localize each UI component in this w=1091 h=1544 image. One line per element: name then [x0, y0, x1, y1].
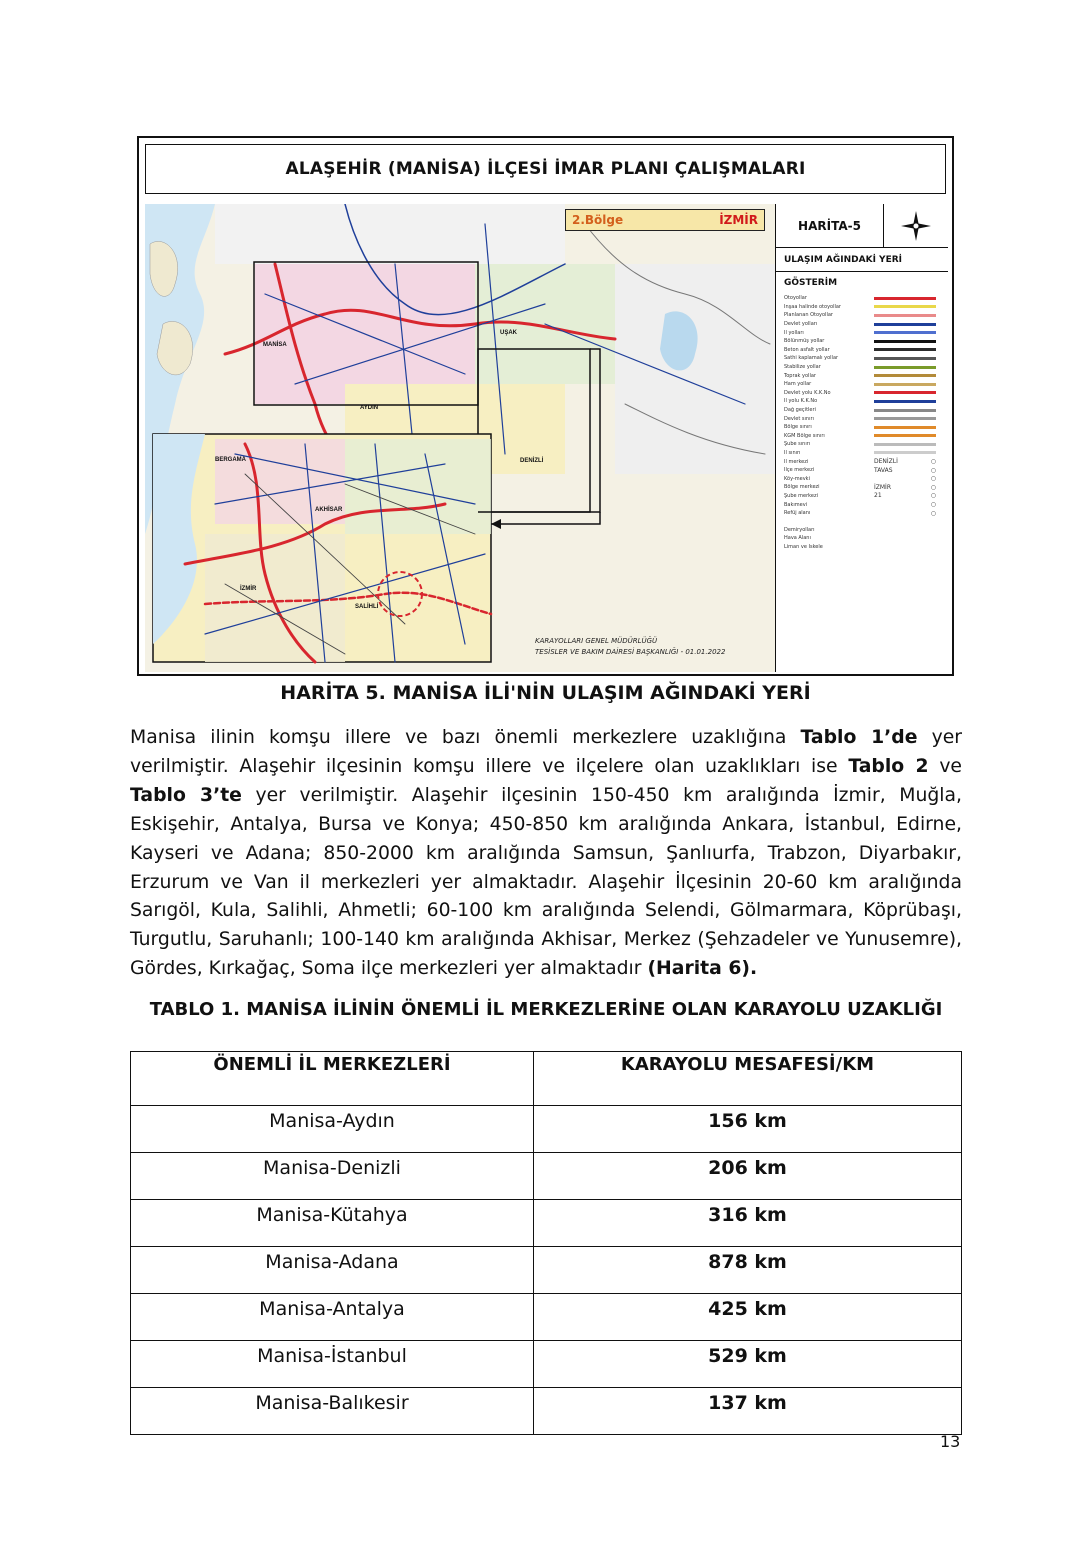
legend-row	[784, 320, 944, 329]
legend-label: Hava Alanı	[784, 535, 811, 542]
table-row	[131, 1341, 962, 1388]
inset-connector	[491, 512, 600, 524]
place-dot-icon: ○	[930, 466, 936, 474]
distance-cell: 206 km	[534, 1153, 962, 1200]
place-dot-icon: ○	[930, 492, 936, 500]
legend-label: İl yolları	[784, 329, 804, 336]
legend-label: Dağ geçitleri	[784, 407, 816, 414]
legend-place-symbol	[874, 510, 936, 517]
lake	[660, 311, 698, 370]
column-header: ÖNEMLİ İL MERKEZLERİ	[131, 1052, 534, 1106]
legend-label: Şube sınırı	[784, 441, 811, 448]
distance-cell: 425 km	[534, 1294, 962, 1341]
map-graphic	[145, 204, 775, 672]
text-run: yer verilmiştir. Alaşehir ilçesinin 150-450 km aralığında İzmir, Muğla, Eskişehir, Antalya, Bursa ve Konya; 450-850 km aralığında Ankara, İstanbul, Edirne, Kayseri ve Adana; 850-2000 km aralığında Samsun, Şanlıurfa, Trabzon, Diyarbakır, Erzurum ve Van il merkezleri yer almaktadır. Alaşehir İlçesinin 20-60 km aralığında Sarıgöl, Kula, Salihli, Ahmetli; 60-100 km aralığında Selendi, Gölmarmara, Köprübaşı, Turgutlu, Saruhanlı; 100-140 km aralığında Akhisar, Merkez (Şehzadeler ve Yunusemre), Gördes, Kırkağaç, Soma ilçe merkezleri yer almaktadır	[130, 784, 962, 980]
bold-reference: Tablo 2	[848, 755, 929, 777]
legend-row	[784, 457, 944, 466]
legend-place-symbol	[874, 458, 936, 465]
road-network-map	[145, 204, 776, 672]
legend-label: Planlanan Otoyollar	[784, 312, 833, 319]
map-figure	[137, 136, 954, 676]
table-row	[131, 1153, 962, 1200]
legend-row	[784, 543, 944, 552]
legend-label: Otoyollar	[784, 295, 807, 302]
legend-row	[784, 294, 944, 303]
legend-row	[784, 311, 944, 320]
legend-line-symbol	[874, 297, 936, 300]
region-city: İZMİR	[719, 213, 758, 227]
distance-table	[130, 1051, 962, 1435]
route-cell: Manisa-Kütahya	[131, 1200, 534, 1247]
table-title: TABLO 1. MANİSA İLİNİN ÖNEMLİ İL MERKEZLERİNE OLAN KARAYOLU UZAKLIĞI	[149, 999, 943, 1020]
place-label: MANİSA	[263, 342, 287, 348]
place-label: SALİHLİ	[355, 604, 379, 610]
table-row	[131, 1388, 962, 1435]
arrow-head-icon	[491, 519, 501, 529]
legend-line-symbol	[874, 374, 936, 377]
distance-cell: 137 km	[534, 1388, 962, 1435]
route-cell: Manisa-Denizli	[131, 1153, 534, 1200]
legend-place-mark: 21	[874, 492, 882, 500]
place-dot-icon: ○	[930, 475, 936, 483]
legend-label: Devlet sınırı	[784, 415, 814, 422]
place-dot-icon: ○	[930, 458, 936, 466]
place-label: DENİZLİ	[520, 458, 544, 464]
legend-title: GÖSTERİM	[784, 278, 838, 288]
text-run: Manisa ilinin komşu illere ve bazı önemli merkezlere uzaklığına	[130, 727, 801, 748]
legend-row	[784, 363, 944, 372]
route-cell: Manisa-Aydın	[131, 1106, 534, 1153]
legend-row	[784, 483, 944, 492]
province-area	[615, 264, 775, 474]
place-dot-icon: ○	[930, 509, 936, 517]
table-row	[131, 1294, 962, 1341]
legend-label: İnşaa halinde otoyollar	[784, 303, 841, 310]
legend-row	[784, 474, 944, 483]
legend-row	[784, 466, 944, 475]
place-label: AKHİSAR	[315, 507, 343, 513]
distance-cell: 529 km	[534, 1341, 962, 1388]
legend-line-symbol	[874, 417, 936, 420]
place-dot-icon: ○	[930, 501, 936, 509]
legend-row	[784, 389, 944, 398]
legend-label: Bölge merkezi	[784, 484, 820, 491]
legend-label: Şube merkezi	[784, 492, 818, 499]
legend-place-symbol	[874, 475, 936, 482]
region-number: 2.Bölge	[572, 213, 624, 227]
map-subtitle: ULAŞIM AĞINDAKİ YERİ	[776, 248, 948, 272]
body-paragraph	[130, 724, 962, 984]
legend-label: Devlet yolu K.K.No	[784, 389, 831, 396]
legend-panel	[775, 204, 947, 672]
legend-place-symbol	[874, 484, 936, 491]
legend-line-symbol	[874, 314, 936, 317]
legend-label: Devlet yolları	[784, 321, 818, 328]
figure-caption: HARİTA 5. MANİSA İLİ'NİN ULAŞIM AĞINDAKİ YERİ	[280, 682, 811, 704]
legend-label: Bölünmüş yollar	[784, 338, 825, 345]
legend-row	[784, 303, 944, 312]
legend-line-symbol	[874, 305, 936, 308]
legend-row	[784, 449, 944, 458]
legend-row	[784, 397, 944, 406]
distance-cell: 316 km	[534, 1200, 962, 1247]
route-cell: Manisa-İstanbul	[131, 1341, 534, 1388]
legend-label: Demiryolları	[784, 526, 815, 533]
legend-place-mark: DENİZLİ	[874, 458, 898, 466]
legend-label: İl yolu K.K.No	[784, 398, 818, 405]
credit-line: TESİSLER VE BAKIM DAİRESİ BAŞKANLIĞI - 01.01.2022	[535, 648, 726, 656]
legend-line-symbol	[874, 409, 936, 412]
table-header-row	[131, 1052, 962, 1106]
legend-line-symbol	[874, 434, 936, 437]
place-label: AYDIN	[360, 405, 379, 411]
legend-row	[784, 371, 944, 380]
credit-line: KARAYOLLARI GENEL MÜDÜRLÜĞÜ	[535, 637, 658, 645]
map-number: HARİTA-5	[776, 204, 884, 248]
text-run: yer verilmiştir. Alaşehir ilçesinin komşu illere ve ilçelere olan uzaklıkları ise	[130, 727, 962, 777]
bold-reference: Tablo 1’de	[800, 727, 918, 748]
legend-row	[784, 423, 944, 432]
inset-map	[153, 434, 491, 662]
region-label	[565, 209, 765, 231]
legend-row	[784, 406, 944, 415]
legend-row	[784, 380, 944, 389]
legend-label: Bölge sınırı	[784, 424, 812, 431]
legend-line-symbol	[874, 443, 936, 446]
legend-spacer	[784, 517, 944, 525]
legend-row	[784, 534, 944, 543]
legend-row	[784, 432, 944, 441]
legend-row	[784, 500, 944, 509]
legend-line-symbol	[874, 383, 936, 386]
legend-line-symbol	[874, 366, 936, 369]
legend-line-symbol	[874, 391, 936, 394]
legend-place-mark: İZMİR	[874, 483, 891, 491]
legend-label: Stabilize yollar	[784, 364, 821, 371]
legend-label: Toprak yollar	[784, 372, 816, 379]
compass-icon	[884, 204, 948, 248]
legend-label: İlçe merkezi	[784, 467, 815, 474]
legend-label: Beton asfalt yollar	[784, 346, 830, 353]
province-area	[215, 204, 565, 264]
table-row	[131, 1247, 962, 1294]
legend-label: Liman ve İskele	[784, 543, 823, 550]
route-cell: Manisa-Adana	[131, 1247, 534, 1294]
distance-cell: 878 km	[534, 1247, 962, 1294]
place-dot-icon: ○	[930, 483, 936, 491]
legend-row	[784, 525, 944, 534]
table-row	[131, 1200, 962, 1247]
distance-cell: 156 km	[534, 1106, 962, 1153]
bold-reference: Tablo 3’te	[130, 784, 242, 806]
legend-label: Refüj alanı	[784, 510, 811, 517]
legend-place-symbol	[874, 501, 936, 508]
legend-line-symbol	[874, 340, 936, 343]
text-run: ve	[928, 755, 962, 777]
legend-row	[784, 509, 944, 518]
legend-label: İl merkezi	[784, 458, 809, 465]
legend-line-symbol	[874, 331, 936, 334]
legend-row	[784, 328, 944, 337]
legend-line-symbol	[874, 400, 936, 403]
legend-line-symbol	[874, 323, 936, 326]
legend-label: Bakımevi	[784, 501, 808, 508]
legend-label: İl sınırı	[784, 449, 801, 456]
legend-row	[784, 492, 944, 501]
place-label: BERGAMA	[215, 457, 246, 463]
legend-list	[784, 294, 944, 551]
legend-line-symbol	[874, 348, 936, 351]
place-label: UŞAK	[500, 330, 518, 336]
legend-place-mark: TAVAS	[874, 466, 893, 474]
legend-place-symbol	[874, 492, 936, 499]
map-title: ALAŞEHİR (MANİSA) İLÇESİ İMAR PLANI ÇALIŞMALARI	[145, 144, 946, 194]
legend-row	[784, 440, 944, 449]
legend-line-symbol	[874, 426, 936, 429]
legend-line-symbol	[874, 451, 936, 454]
table-row	[131, 1106, 962, 1153]
legend-row	[784, 354, 944, 363]
legend-label: KGM Bölge sınırı	[784, 432, 825, 439]
legend-row	[784, 414, 944, 423]
legend-line-symbol	[874, 357, 936, 360]
column-header: KARAYOLU MESAFESİ/KM	[534, 1052, 962, 1106]
legend-label: Ham yollar	[784, 381, 812, 388]
legend-place-symbol	[874, 467, 936, 474]
place-label: İZMİR	[240, 586, 257, 592]
route-cell: Manisa-Antalya	[131, 1294, 534, 1341]
legend-label: Sathi kaplamalı yollar	[784, 355, 839, 362]
legend-label: Köy-mevki	[784, 475, 810, 482]
legend-row	[784, 346, 944, 355]
page-number: 13	[940, 1432, 961, 1451]
map-credit	[535, 636, 725, 658]
bold-reference: (Harita 6).	[647, 958, 758, 980]
legend-row	[784, 337, 944, 346]
route-cell: Manisa-Balıkesir	[131, 1388, 534, 1435]
